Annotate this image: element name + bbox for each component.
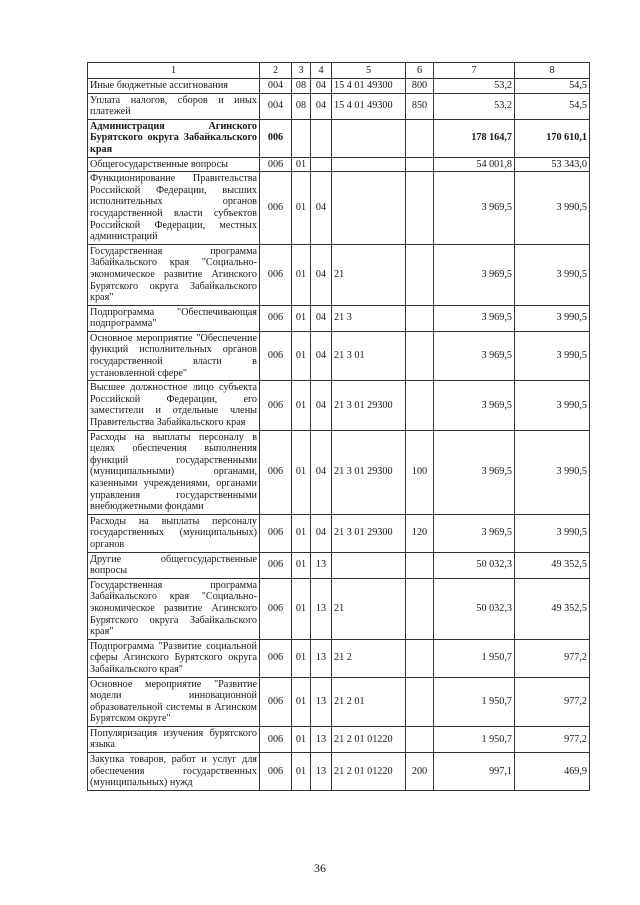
amount-year2-cell: 977,2 — [515, 726, 590, 752]
table-row — [88, 119, 590, 157]
section-cell: 01 — [292, 578, 311, 639]
amount-year2-cell: 54,5 — [515, 79, 590, 94]
expense-type-cell — [406, 172, 434, 245]
table-row — [88, 381, 590, 430]
amount-year2-cell: 3 990,5 — [515, 244, 590, 305]
expense-type-cell — [406, 578, 434, 639]
item-name-cell: Другие общегосударственные вопросы — [88, 552, 260, 578]
target-article-cell: 15 4 01 49300 — [332, 93, 406, 119]
section-cell: 01 — [292, 753, 311, 791]
target-article-cell: 21 — [332, 244, 406, 305]
amount-year1-cell: 1 950,7 — [434, 639, 515, 677]
amount-year2-cell: 3 990,5 — [515, 514, 590, 552]
section-cell: 01 — [292, 552, 311, 578]
target-article-cell: 21 2 01 01220 — [332, 753, 406, 791]
target-article-cell: 21 3 01 29300 — [332, 381, 406, 430]
target-article-cell: 15 4 01 49300 — [332, 79, 406, 94]
header-cell: 7 — [434, 63, 515, 79]
header-cell: 1 — [88, 63, 260, 79]
admin-code-cell: 006 — [260, 430, 292, 514]
amount-year1-cell: 50 032,3 — [434, 578, 515, 639]
subsection-cell: 04 — [311, 305, 332, 331]
item-name-cell: Подпрограмма "Обеспечивающая подпрограмма" — [88, 305, 260, 331]
section-cell: 01 — [292, 639, 311, 677]
expense-type-cell — [406, 726, 434, 752]
expense-type-cell — [406, 244, 434, 305]
header-cell: 6 — [406, 63, 434, 79]
subsection-cell: 04 — [311, 172, 332, 245]
expense-type-cell — [406, 119, 434, 157]
table-row — [88, 157, 590, 172]
amount-year1-cell: 3 969,5 — [434, 381, 515, 430]
item-name-cell: Функционирование Правительства Российской Федерации, высших исполнительных органов государственной власти субъектов Российской Федерации, местных администраций — [88, 172, 260, 245]
header-row — [88, 63, 590, 79]
target-article-cell — [332, 552, 406, 578]
table-row — [88, 639, 590, 677]
expense-type-cell: 200 — [406, 753, 434, 791]
amount-year1-cell: 3 969,5 — [434, 430, 515, 514]
expense-type-cell — [406, 305, 434, 331]
section-cell: 01 — [292, 381, 311, 430]
item-name-cell: Основное мероприятие "Развитие модели инновационной образовательной системы в Агинском Бурятском округе" — [88, 677, 260, 726]
page-number: 36 — [314, 861, 326, 875]
section-cell: 08 — [292, 79, 311, 94]
item-name-cell: Иные бюджетные ассигнования — [88, 79, 260, 94]
amount-year2-cell: 469,9 — [515, 753, 590, 791]
subsection-cell: 13 — [311, 552, 332, 578]
amount-year2-cell: 3 990,5 — [515, 172, 590, 245]
expense-type-cell — [406, 331, 434, 380]
admin-code-cell: 006 — [260, 381, 292, 430]
table-row — [88, 331, 590, 380]
amount-year1-cell: 53,2 — [434, 79, 515, 94]
subsection-cell: 04 — [311, 331, 332, 380]
table-row — [88, 726, 590, 752]
amount-year1-cell: 1 950,7 — [434, 677, 515, 726]
table-row — [88, 552, 590, 578]
amount-year1-cell: 50 032,3 — [434, 552, 515, 578]
admin-code-cell: 006 — [260, 172, 292, 245]
table-row — [88, 172, 590, 245]
item-name-cell: Администрация Агинского Бурятского округа Забайкальского края — [88, 119, 260, 157]
table-row — [88, 93, 590, 119]
item-name-cell: Государственная программа Забайкальского края "Социально-экономическое развитие Агинского Бурятского округа Забайкальского края" — [88, 244, 260, 305]
section-cell: 01 — [292, 157, 311, 172]
subsection-cell: 04 — [311, 93, 332, 119]
subsection-cell: 13 — [311, 677, 332, 726]
admin-code-cell: 006 — [260, 639, 292, 677]
admin-code-cell: 006 — [260, 578, 292, 639]
section-cell: 01 — [292, 514, 311, 552]
amount-year2-cell: 977,2 — [515, 677, 590, 726]
subsection-cell: 04 — [311, 430, 332, 514]
admin-code-cell: 006 — [260, 157, 292, 172]
amount-year2-cell: 49 352,5 — [515, 578, 590, 639]
section-cell: 01 — [292, 726, 311, 752]
item-name-cell: Подпрограмма "Развитие социальной сферы Агинского Бурятского округа Забайкальского края" — [88, 639, 260, 677]
table-row — [88, 514, 590, 552]
admin-code-cell: 006 — [260, 119, 292, 157]
header-cell: 2 — [260, 63, 292, 79]
item-name-cell: Государственная программа Забайкальского края "Социально-экономическое развитие Агинского Бурятского округа Забайкальского края" — [88, 578, 260, 639]
amount-year1-cell: 1 950,7 — [434, 726, 515, 752]
subsection-cell: 13 — [311, 726, 332, 752]
amount-year1-cell: 3 969,5 — [434, 244, 515, 305]
section-cell: 01 — [292, 430, 311, 514]
admin-code-cell: 006 — [260, 552, 292, 578]
admin-code-cell: 004 — [260, 79, 292, 94]
subsection-cell: 04 — [311, 244, 332, 305]
subsection-cell — [311, 119, 332, 157]
amount-year2-cell: 49 352,5 — [515, 552, 590, 578]
amount-year2-cell: 3 990,5 — [515, 305, 590, 331]
target-article-cell — [332, 119, 406, 157]
expense-type-cell — [406, 381, 434, 430]
expense-type-cell — [406, 157, 434, 172]
admin-code-cell: 006 — [260, 753, 292, 791]
admin-code-cell: 006 — [260, 677, 292, 726]
amount-year1-cell: 997,1 — [434, 753, 515, 791]
expense-type-cell — [406, 552, 434, 578]
target-article-cell: 21 2 — [332, 639, 406, 677]
section-cell: 01 — [292, 677, 311, 726]
section-cell: 08 — [292, 93, 311, 119]
target-article-cell: 21 — [332, 578, 406, 639]
subsection-cell: 13 — [311, 578, 332, 639]
header-cell: 4 — [311, 63, 332, 79]
admin-code-cell: 006 — [260, 244, 292, 305]
section-cell: 01 — [292, 244, 311, 305]
section-cell: 01 — [292, 172, 311, 245]
target-article-cell: 21 3 01 29300 — [332, 514, 406, 552]
amount-year2-cell: 977,2 — [515, 639, 590, 677]
section-cell: 01 — [292, 305, 311, 331]
admin-code-cell: 006 — [260, 514, 292, 552]
target-article-cell: 21 3 — [332, 305, 406, 331]
item-name-cell: Популяризация изучения бурятского языка — [88, 726, 260, 752]
item-name-cell: Уплата налогов, сборов и иных платежей — [88, 93, 260, 119]
subsection-cell: 13 — [311, 753, 332, 791]
item-name-cell: Расходы на выплаты персоналу в целях обеспечения выполнения функций государственными (муниципальными) органами, казенными учреждениями, органами управления государственными внебюджетными фондами — [88, 430, 260, 514]
table-row — [88, 244, 590, 305]
subsection-cell: 04 — [311, 381, 332, 430]
table-row — [88, 578, 590, 639]
target-article-cell — [332, 157, 406, 172]
subsection-cell: 04 — [311, 514, 332, 552]
table-row — [88, 753, 590, 791]
amount-year1-cell: 178 164,7 — [434, 119, 515, 157]
table-row — [88, 677, 590, 726]
subsection-cell: 04 — [311, 79, 332, 94]
amount-year1-cell: 3 969,5 — [434, 514, 515, 552]
target-article-cell — [332, 172, 406, 245]
amount-year2-cell: 3 990,5 — [515, 430, 590, 514]
target-article-cell: 21 3 01 — [332, 331, 406, 380]
admin-code-cell: 006 — [260, 726, 292, 752]
amount-year1-cell: 53,2 — [434, 93, 515, 119]
amount-year2-cell: 170 610,1 — [515, 119, 590, 157]
expense-type-cell — [406, 639, 434, 677]
budget-table — [87, 62, 590, 791]
item-name-cell: Расходы на выплаты персоналу государственных (муниципальных) органов — [88, 514, 260, 552]
amount-year2-cell: 3 990,5 — [515, 381, 590, 430]
item-name-cell: Высшее должностное лицо субъекта Российской Федерации, его заместители и отдельные члены Правительства Забайкальского края — [88, 381, 260, 430]
amount-year1-cell: 54 001,8 — [434, 157, 515, 172]
expense-type-cell — [406, 677, 434, 726]
expense-type-cell: 100 — [406, 430, 434, 514]
table-row — [88, 79, 590, 94]
amount-year2-cell: 53 343,0 — [515, 157, 590, 172]
section-cell — [292, 119, 311, 157]
header-cell: 8 — [515, 63, 590, 79]
amount-year1-cell: 3 969,5 — [434, 172, 515, 245]
amount-year2-cell: 3 990,5 — [515, 331, 590, 380]
table-row — [88, 305, 590, 331]
section-cell: 01 — [292, 331, 311, 380]
admin-code-cell: 006 — [260, 331, 292, 380]
item-name-cell: Закупка товаров, работ и услуг для обеспечения государственных (муниципальных) нужд — [88, 753, 260, 791]
header-cell: 3 — [292, 63, 311, 79]
target-article-cell: 21 2 01 — [332, 677, 406, 726]
target-article-cell: 21 2 01 01220 — [332, 726, 406, 752]
subsection-cell — [311, 157, 332, 172]
target-article-cell: 21 3 01 29300 — [332, 430, 406, 514]
table-row — [88, 430, 590, 514]
admin-code-cell: 006 — [260, 305, 292, 331]
amount-year1-cell: 3 969,5 — [434, 331, 515, 380]
expense-type-cell: 800 — [406, 79, 434, 94]
item-name-cell: Основное мероприятие "Обеспечение функций исполнительных органов государственной власти в установленной сфере" — [88, 331, 260, 380]
header-cell: 5 — [332, 63, 406, 79]
amount-year2-cell: 54,5 — [515, 93, 590, 119]
subsection-cell: 13 — [311, 639, 332, 677]
expense-type-cell: 850 — [406, 93, 434, 119]
expense-type-cell: 120 — [406, 514, 434, 552]
amount-year1-cell: 3 969,5 — [434, 305, 515, 331]
admin-code-cell: 004 — [260, 93, 292, 119]
item-name-cell: Общегосударственные вопросы — [88, 157, 260, 172]
